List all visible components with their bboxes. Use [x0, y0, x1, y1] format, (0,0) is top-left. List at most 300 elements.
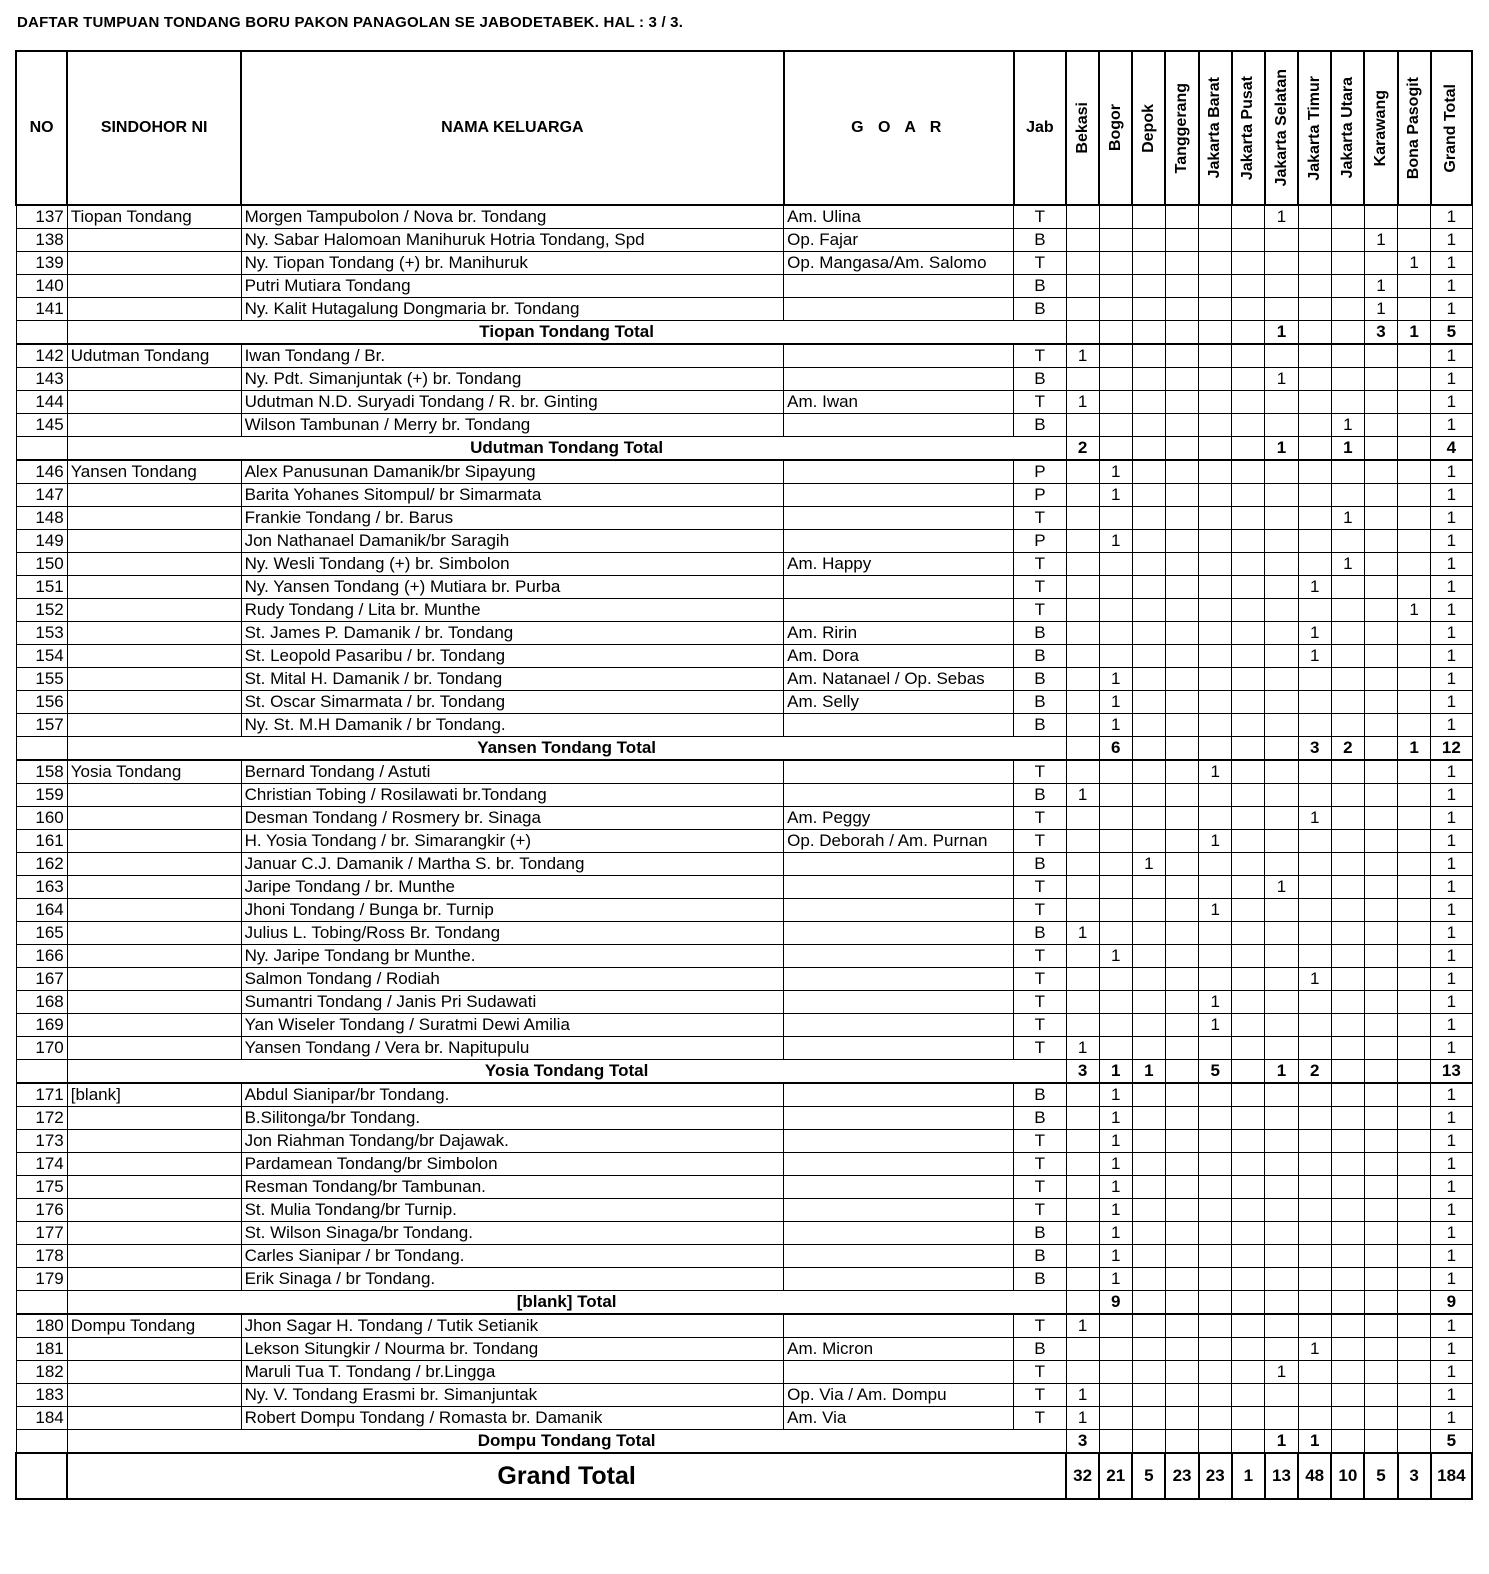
location-count-cell: [1132, 1176, 1165, 1199]
location-count-cell: [1232, 275, 1265, 298]
goar-cell: [784, 1199, 1014, 1222]
location-count-cell: [1165, 784, 1198, 807]
location-count-cell: [1398, 1361, 1431, 1384]
group-total-cell: 3: [1364, 321, 1397, 345]
row-number: 168: [16, 991, 67, 1014]
location-count-cell: [1298, 599, 1331, 622]
location-count-cell: [1232, 1153, 1265, 1176]
location-count-cell: [1331, 922, 1364, 945]
location-count-cell: [1066, 945, 1099, 968]
table-row: [16, 576, 1472, 599]
location-count-cell: [1331, 1176, 1364, 1199]
jab-cell: T: [1014, 391, 1066, 414]
location-count-cell: [1298, 1407, 1331, 1430]
row-number: 177: [16, 1222, 67, 1245]
location-count-cell: [1398, 645, 1431, 668]
header-bona-pasogit-label: Bona Pasogit: [1405, 76, 1423, 180]
goar-cell: [784, 599, 1014, 622]
location-count-cell: 1: [1431, 645, 1472, 668]
group-total-cell: [1066, 321, 1099, 345]
table-row: [16, 853, 1472, 876]
location-count-cell: [1066, 899, 1099, 922]
location-count-cell: [1298, 1130, 1331, 1153]
group-total-cell: 1: [1265, 1060, 1298, 1084]
location-count-cell: [1066, 1153, 1099, 1176]
location-count-cell: [1364, 1014, 1397, 1037]
group-total-cell: [1132, 1430, 1165, 1454]
location-count-cell: [1331, 1338, 1364, 1361]
jab-cell: T: [1014, 344, 1066, 368]
location-count-cell: [1165, 1268, 1198, 1291]
group-total-cell: 1: [1398, 737, 1431, 761]
location-count-cell: [1265, 1268, 1298, 1291]
location-count-cell: 1: [1431, 553, 1472, 576]
sindohor-cell: [67, 530, 241, 553]
location-count-cell: [1398, 1268, 1431, 1291]
group-total-cell: [1398, 1430, 1431, 1454]
group-total-cell: [1232, 1430, 1265, 1454]
jab-cell: T: [1014, 553, 1066, 576]
location-count-cell: 1: [1431, 1222, 1472, 1245]
location-count-cell: [1199, 344, 1232, 368]
goar-cell: [784, 1130, 1014, 1153]
group-total-cell: [1132, 437, 1165, 461]
location-count-cell: [1165, 484, 1198, 507]
row-number: 146: [16, 460, 67, 484]
location-count-cell: 1: [1199, 830, 1232, 853]
location-count-cell: [1165, 1199, 1198, 1222]
goar-cell: Op. Mangasa/Am. Salomo: [784, 252, 1014, 275]
jab-cell: T: [1014, 1361, 1066, 1384]
location-count-cell: [1398, 1314, 1431, 1338]
nama-keluarga-cell: Ny. Kalit Hutagalung Dongmaria br. Tondang: [241, 298, 784, 321]
location-count-cell: [1099, 991, 1132, 1014]
location-count-cell: [1099, 205, 1132, 229]
table-row: [16, 1176, 1472, 1199]
table-row: [16, 830, 1472, 853]
location-count-cell: [1398, 1199, 1431, 1222]
location-count-cell: 1: [1431, 1384, 1472, 1407]
sindohor-cell: [67, 807, 241, 830]
location-count-cell: [1165, 922, 1198, 945]
location-count-cell: [1132, 344, 1165, 368]
location-count-cell: 1: [1431, 876, 1472, 899]
location-count-cell: [1398, 899, 1431, 922]
location-count-cell: [1165, 344, 1198, 368]
sindohor-cell: [67, 252, 241, 275]
row-number: 162: [16, 853, 67, 876]
location-count-cell: 1: [1431, 1130, 1472, 1153]
jab-cell: T: [1014, 599, 1066, 622]
location-count-cell: [1132, 460, 1165, 484]
location-count-cell: 1: [1431, 414, 1472, 437]
sindohor-cell: [67, 1407, 241, 1430]
jab-cell: B: [1014, 622, 1066, 645]
location-count-cell: [1066, 298, 1099, 321]
location-count-cell: [1199, 945, 1232, 968]
group-total-cell: [1066, 737, 1099, 761]
nama-keluarga-cell: Jon Nathanael Damanik/br Saragih: [241, 530, 784, 553]
location-count-cell: [1066, 1222, 1099, 1245]
location-count-cell: [1364, 1314, 1397, 1338]
goar-cell: [784, 530, 1014, 553]
location-count-cell: [1165, 853, 1198, 876]
location-count-cell: [1265, 553, 1298, 576]
location-count-cell: [1199, 645, 1232, 668]
row-number: 151: [16, 576, 67, 599]
location-count-cell: [1364, 668, 1397, 691]
location-count-cell: [1398, 507, 1431, 530]
location-count-cell: 1: [1431, 1107, 1472, 1130]
location-count-cell: [1232, 1083, 1265, 1107]
location-count-cell: [1066, 1107, 1099, 1130]
header-bogor: [1099, 51, 1132, 205]
location-count-cell: [1364, 252, 1397, 275]
location-count-cell: [1066, 205, 1099, 229]
location-count-cell: [1066, 714, 1099, 737]
location-count-cell: [1232, 1245, 1265, 1268]
jab-cell: B: [1014, 414, 1066, 437]
location-count-cell: [1265, 298, 1298, 321]
sindohor-cell: [67, 853, 241, 876]
location-count-cell: 1: [1099, 691, 1132, 714]
location-count-cell: [1364, 691, 1397, 714]
group-total-cell: 3: [1298, 737, 1331, 761]
location-count-cell: [1364, 899, 1397, 922]
location-count-cell: [1099, 899, 1132, 922]
table-row: [16, 899, 1472, 922]
nama-keluarga-cell: Barita Yohanes Sitompul/ br Simarmata: [241, 484, 784, 507]
location-count-cell: [1298, 991, 1331, 1014]
group-total-cell: [1232, 321, 1265, 345]
location-count-cell: [1331, 1083, 1364, 1107]
grand-total-cell: 3: [1398, 1453, 1431, 1499]
location-count-cell: 1: [1431, 368, 1472, 391]
location-count-cell: [1398, 853, 1431, 876]
location-count-cell: [1199, 1130, 1232, 1153]
location-count-cell: 1: [1431, 530, 1472, 553]
location-count-cell: [1364, 1245, 1397, 1268]
location-count-cell: [1165, 1107, 1198, 1130]
location-count-cell: [1165, 1083, 1198, 1107]
location-count-cell: 1: [1331, 414, 1364, 437]
table-row: [16, 876, 1472, 899]
goar-cell: [784, 1176, 1014, 1199]
group-total-cell: [1199, 1291, 1232, 1315]
location-count-cell: [1232, 1338, 1265, 1361]
location-count-cell: [1199, 622, 1232, 645]
location-count-cell: [1232, 968, 1265, 991]
nama-keluarga-cell: Resman Tondang/br Tambunan.: [241, 1176, 784, 1199]
group-total-label: Tiopan Tondang Total: [67, 321, 1066, 345]
location-count-cell: [1066, 853, 1099, 876]
location-count-cell: [1099, 784, 1132, 807]
location-count-cell: [1265, 1083, 1298, 1107]
table-row: [16, 714, 1472, 737]
sindohor-cell: [67, 714, 241, 737]
location-count-cell: [1099, 576, 1132, 599]
location-count-cell: [1364, 530, 1397, 553]
location-count-cell: 1: [1431, 968, 1472, 991]
location-count-cell: 1: [1265, 368, 1298, 391]
location-count-cell: [1232, 691, 1265, 714]
row-number: 153: [16, 622, 67, 645]
location-count-cell: [1066, 1199, 1099, 1222]
nama-keluarga-cell: Christian Tobing / Rosilawati br.Tondang: [241, 784, 784, 807]
row-number: 183: [16, 1384, 67, 1407]
goar-cell: [784, 1314, 1014, 1338]
location-count-cell: [1364, 599, 1397, 622]
group-total-row: [16, 437, 1472, 461]
sindohor-cell: [67, 507, 241, 530]
location-count-cell: [1165, 1384, 1198, 1407]
sindohor-cell: [67, 1153, 241, 1176]
group-total-cell: 1: [1331, 437, 1364, 461]
location-count-cell: [1331, 645, 1364, 668]
location-count-cell: [1199, 668, 1232, 691]
location-count-cell: [1199, 391, 1232, 414]
location-count-cell: [1265, 414, 1298, 437]
location-count-cell: [1165, 576, 1198, 599]
group-total-row: [16, 1291, 1472, 1315]
grand-total-cell: 21: [1099, 1453, 1132, 1499]
location-count-cell: 1: [1298, 622, 1331, 645]
header-bogor-label: Bogor: [1106, 104, 1124, 152]
location-count-cell: [1364, 1037, 1397, 1060]
location-count-cell: [1132, 807, 1165, 830]
location-count-cell: [1331, 484, 1364, 507]
location-count-cell: [1132, 1199, 1165, 1222]
location-count-cell: [1232, 853, 1265, 876]
location-count-cell: 1: [1066, 1037, 1099, 1060]
table-row: [16, 1268, 1472, 1291]
location-count-cell: [1099, 853, 1132, 876]
table-row: [16, 252, 1472, 275]
jab-cell: P: [1014, 530, 1066, 553]
grand-total-cell: 32: [1066, 1453, 1099, 1499]
group-total-cell: 12: [1431, 737, 1472, 761]
jab-cell: T: [1014, 830, 1066, 853]
goar-cell: Am. Dora: [784, 645, 1014, 668]
location-count-cell: [1165, 1361, 1198, 1384]
location-count-cell: [1331, 205, 1364, 229]
location-count-cell: 1: [1431, 275, 1472, 298]
jab-cell: B: [1014, 645, 1066, 668]
sindohor-cell: [67, 1107, 241, 1130]
location-count-cell: 1: [1066, 1407, 1099, 1430]
sindohor-cell: [blank]: [67, 1083, 241, 1107]
nama-keluarga-cell: Ny. V. Tondang Erasmi br. Simanjuntak: [241, 1384, 784, 1407]
table-row: [16, 991, 1472, 1014]
location-count-cell: [1265, 784, 1298, 807]
location-count-cell: [1132, 668, 1165, 691]
location-count-cell: [1132, 1222, 1165, 1245]
sindohor-cell: [67, 1245, 241, 1268]
location-count-cell: [1099, 391, 1132, 414]
location-count-cell: [1298, 414, 1331, 437]
group-total-cell: 2: [1331, 737, 1364, 761]
location-count-cell: 1: [1398, 599, 1431, 622]
table-row: [16, 1245, 1472, 1268]
location-count-cell: [1132, 991, 1165, 1014]
header-jakarta-timur: [1298, 51, 1331, 205]
group-total-cell: [1364, 1060, 1397, 1084]
location-count-cell: [1298, 945, 1331, 968]
goar-cell: [784, 344, 1014, 368]
location-count-cell: [1331, 1314, 1364, 1338]
nama-keluarga-cell: Desman Tondang / Rosmery br. Sinaga: [241, 807, 784, 830]
jab-cell: T: [1014, 991, 1066, 1014]
location-count-cell: [1265, 922, 1298, 945]
location-count-cell: [1331, 807, 1364, 830]
location-count-cell: [1364, 1153, 1397, 1176]
header-sindohor: SINDOHOR NI: [67, 51, 241, 205]
location-count-cell: [1232, 668, 1265, 691]
group-total-cell: 4: [1431, 437, 1472, 461]
location-count-cell: [1331, 1384, 1364, 1407]
location-count-cell: [1265, 275, 1298, 298]
location-count-cell: [1298, 1245, 1331, 1268]
location-count-cell: [1199, 807, 1232, 830]
group-total-cell: [1398, 1291, 1431, 1315]
location-count-cell: [1232, 876, 1265, 899]
goar-cell: Am. Via: [784, 1407, 1014, 1430]
location-count-cell: [1265, 991, 1298, 1014]
goar-cell: [784, 298, 1014, 321]
table-body: [16, 205, 1472, 1453]
sindohor-cell: [67, 1037, 241, 1060]
page-title: DAFTAR TUMPUAN TONDANG BORU PAKON PANAGOLAN SE JABODETABEK. HAL : 3 / 3.: [17, 14, 684, 31]
grand-total-cell: 48: [1298, 1453, 1331, 1499]
location-count-cell: [1199, 784, 1232, 807]
location-count-cell: 1: [1398, 252, 1431, 275]
location-count-cell: [1265, 760, 1298, 784]
row-number: 182: [16, 1361, 67, 1384]
location-count-cell: [1232, 1130, 1265, 1153]
table-row: [16, 275, 1472, 298]
jab-cell: T: [1014, 252, 1066, 275]
nama-keluarga-cell: Ny. Sabar Halomoan Manihuruk Hotria Tondang, Spd: [241, 229, 784, 252]
location-count-cell: [1066, 1176, 1099, 1199]
location-count-cell: [1099, 622, 1132, 645]
location-count-cell: [1265, 1222, 1298, 1245]
jab-cell: B: [1014, 691, 1066, 714]
location-count-cell: [1298, 1107, 1331, 1130]
header-karawang-label: Karawang: [1371, 89, 1389, 167]
location-count-cell: [1132, 368, 1165, 391]
location-count-cell: [1132, 691, 1165, 714]
location-count-cell: [1199, 1338, 1232, 1361]
row-number: 179: [16, 1268, 67, 1291]
total-empty-cell: [16, 1291, 67, 1315]
location-count-cell: [1099, 1384, 1132, 1407]
table-row: [16, 1407, 1472, 1430]
group-total-row: [16, 1060, 1472, 1084]
sindohor-cell: [67, 275, 241, 298]
goar-cell: [784, 1107, 1014, 1130]
jab-cell: T: [1014, 876, 1066, 899]
location-count-cell: [1298, 298, 1331, 321]
group-total-cell: [1364, 737, 1397, 761]
location-count-cell: 1: [1298, 645, 1331, 668]
location-count-cell: [1364, 368, 1397, 391]
group-total-cell: [1331, 1060, 1364, 1084]
location-count-cell: [1066, 807, 1099, 830]
location-count-cell: [1232, 922, 1265, 945]
table-row: [16, 645, 1472, 668]
location-count-cell: [1232, 344, 1265, 368]
goar-cell: Am. Peggy: [784, 807, 1014, 830]
table-row: [16, 368, 1472, 391]
group-total-cell: 5: [1199, 1060, 1232, 1084]
location-count-cell: [1165, 252, 1198, 275]
location-count-cell: [1398, 1014, 1431, 1037]
location-count-cell: 1: [1364, 229, 1397, 252]
location-count-cell: 1: [1132, 853, 1165, 876]
location-count-cell: [1331, 298, 1364, 321]
location-count-cell: 1: [1431, 599, 1472, 622]
location-count-cell: 1: [1431, 1083, 1472, 1107]
header-jakarta-barat-label: Jakarta Barat: [1206, 77, 1224, 179]
header-grand-total: [1431, 51, 1472, 205]
location-count-cell: [1132, 1083, 1165, 1107]
location-count-cell: [1132, 1268, 1165, 1291]
location-count-cell: 1: [1066, 391, 1099, 414]
row-number: 150: [16, 553, 67, 576]
location-count-cell: [1199, 1037, 1232, 1060]
location-count-cell: [1298, 830, 1331, 853]
total-empty-cell: [16, 1060, 67, 1084]
location-count-cell: [1165, 876, 1198, 899]
table-row: [16, 922, 1472, 945]
goar-cell: [784, 1268, 1014, 1291]
location-count-cell: 1: [1431, 1153, 1472, 1176]
header-row: [16, 51, 1472, 205]
location-count-cell: [1232, 784, 1265, 807]
group-total-cell: 6: [1099, 737, 1132, 761]
jab-cell: B: [1014, 1107, 1066, 1130]
sindohor-cell: [67, 645, 241, 668]
row-number: 184: [16, 1407, 67, 1430]
location-count-cell: [1132, 530, 1165, 553]
location-count-cell: [1331, 714, 1364, 737]
table-row: [16, 760, 1472, 784]
location-count-cell: [1232, 507, 1265, 530]
location-count-cell: [1398, 460, 1431, 484]
table-row: [16, 622, 1472, 645]
location-count-cell: [1265, 576, 1298, 599]
location-count-cell: [1066, 414, 1099, 437]
row-number: 178: [16, 1245, 67, 1268]
group-total-cell: 9: [1431, 1291, 1472, 1315]
row-number: 163: [16, 876, 67, 899]
location-count-cell: [1364, 853, 1397, 876]
location-count-cell: [1398, 484, 1431, 507]
table-row: [16, 414, 1472, 437]
location-count-cell: [1331, 1268, 1364, 1291]
jab-cell: T: [1014, 576, 1066, 599]
goar-cell: Op. Fajar: [784, 229, 1014, 252]
location-count-cell: [1398, 229, 1431, 252]
row-number: 140: [16, 275, 67, 298]
row-number: 154: [16, 645, 67, 668]
group-total-cell: 1: [1265, 437, 1298, 461]
group-total-row: [16, 737, 1472, 761]
location-count-cell: [1099, 507, 1132, 530]
location-count-cell: [1398, 1384, 1431, 1407]
group-total-cell: 5: [1431, 321, 1472, 345]
location-count-cell: [1099, 1407, 1132, 1430]
